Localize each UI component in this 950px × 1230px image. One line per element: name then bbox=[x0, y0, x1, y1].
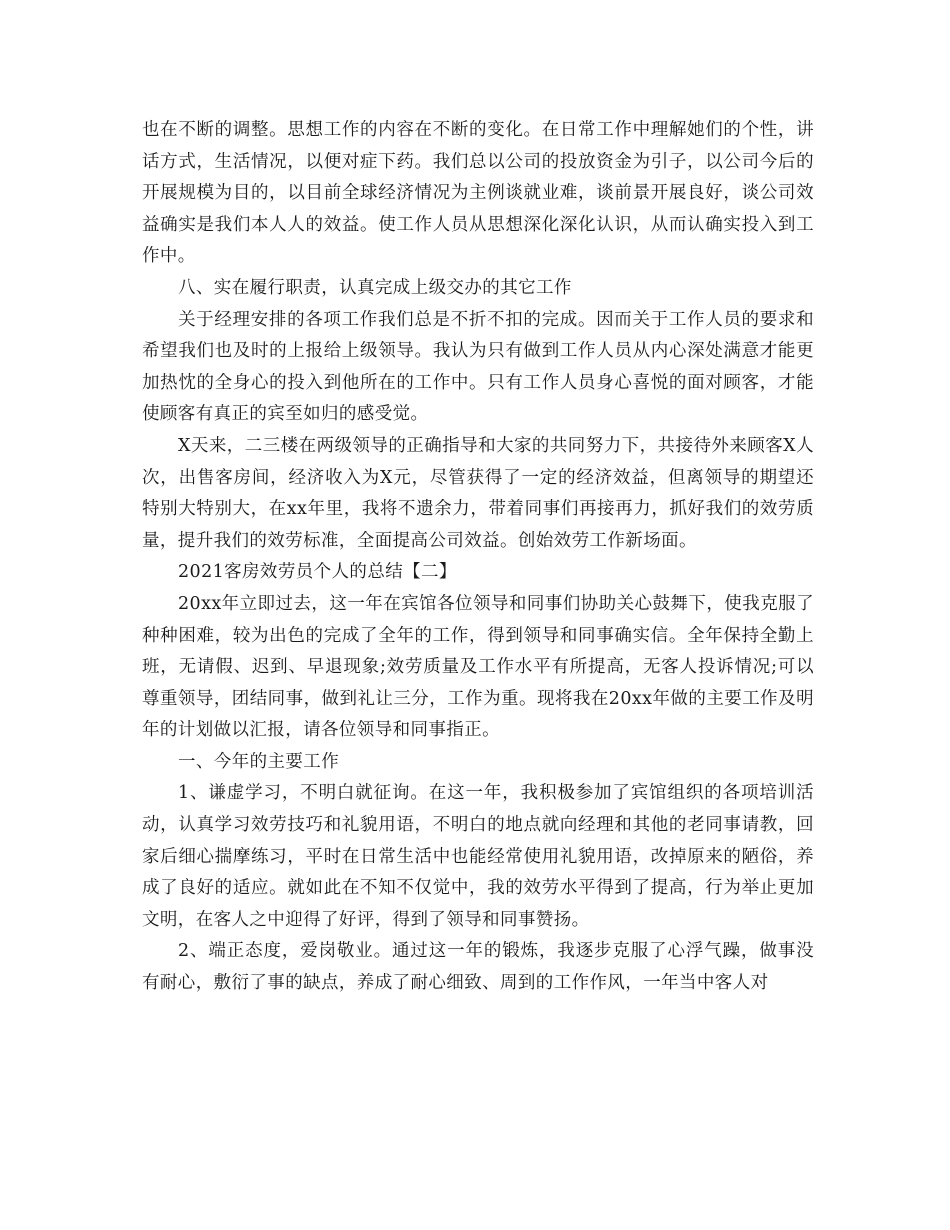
section-heading-one: 一、今年的主要工作 bbox=[178, 751, 340, 772]
body-paragraph: 20xx年立即过去，这一年在宾馆各位领导和同事们协助关心鼓舞下，使我克服了种种困难，较为出色的完成了全年的工作，得到领导和同事确实信。全年保持全勤上班，无请假、迟到、早退现象;效劳质量及工作水平有所提高，无客人投诉情况;可以尊重领导，团结同事，做到礼让三分，工作为重。现将我在20xx年做的主要工作及明年的计划做以汇报，请各位领导和同事指正。 bbox=[142, 593, 814, 741]
document-subtitle: 2021客房效劳员个人的总结【二】 bbox=[178, 562, 457, 583]
body-paragraph: X天来，二三楼在两级领导的正确指导和大家的共同努力下，共接待外来顾客X人次，出售客房间，经济收入为X元，尽管获得了一定的经济效益，但离领导的期望还特别大特别大，在xx年里，我将不遗余力，带着同事们再接再力，抓好我们的效劳质量，提升我们的效劳标准，全面提高公司效益。创始效劳工作新场面。 bbox=[142, 435, 814, 551]
body-paragraph: 1、谦虚学习，不明白就征询。在这一年，我积极参加了宾馆组织的各项培训活动，认真学习效劳技巧和礼貌用语，不明白的地点就向经理和其他的老同事请教，回家后细心揣摩练习，平时在日常生活中也能经常使用礼貌用语，改掉原来的陋俗，养成了良好的适应。就如此在不知不仅觉中，我的效劳水平得到了提高，行为举止更加文明，在客人之中迎得了好评，得到了领导和同事赞扬。 bbox=[142, 783, 814, 930]
body-paragraph: 2、端正态度，爱岗敬业。通过这一年的锻炼，我逐步克服了心浮气躁，做事没有耐心，敷衍了事的缺点，养成了耐心细致、周到的工作作风，一年当中客人对 bbox=[142, 941, 814, 994]
body-paragraph: 也在不断的调整。思想工作的内容在不断的变化。在日常工作中理解她们的个性，讲话方式，生活情况，以便对症下药。我们总以公司的投放资金为引子，以公司今后的开展规模为目的，以目前全球经济情况为主例谈就业难，谈前景开展良好，谈公司效益确实是我们本人人的效益。使工作人员从思想深化深化认识，从而认确实投入到工作中。 bbox=[142, 120, 814, 267]
section-heading-eight: 八、实在履行职责，认真完成上级交办的其它工作 bbox=[178, 277, 572, 298]
body-paragraph: 关于经理安排的各项工作我们总是不折不扣的完成。因而关于工作人员的要求和希望我们也及时的上报给上级领导。我认为只有做到工作人员从内心深处满意才能更加热忱的全身心的投入到他所在的工作中。只有工作人员身心喜悦的面对顾客，才能使顾客有真正的宾至如归的感受觉。 bbox=[142, 309, 814, 425]
document-page bbox=[142, 115, 814, 1000]
